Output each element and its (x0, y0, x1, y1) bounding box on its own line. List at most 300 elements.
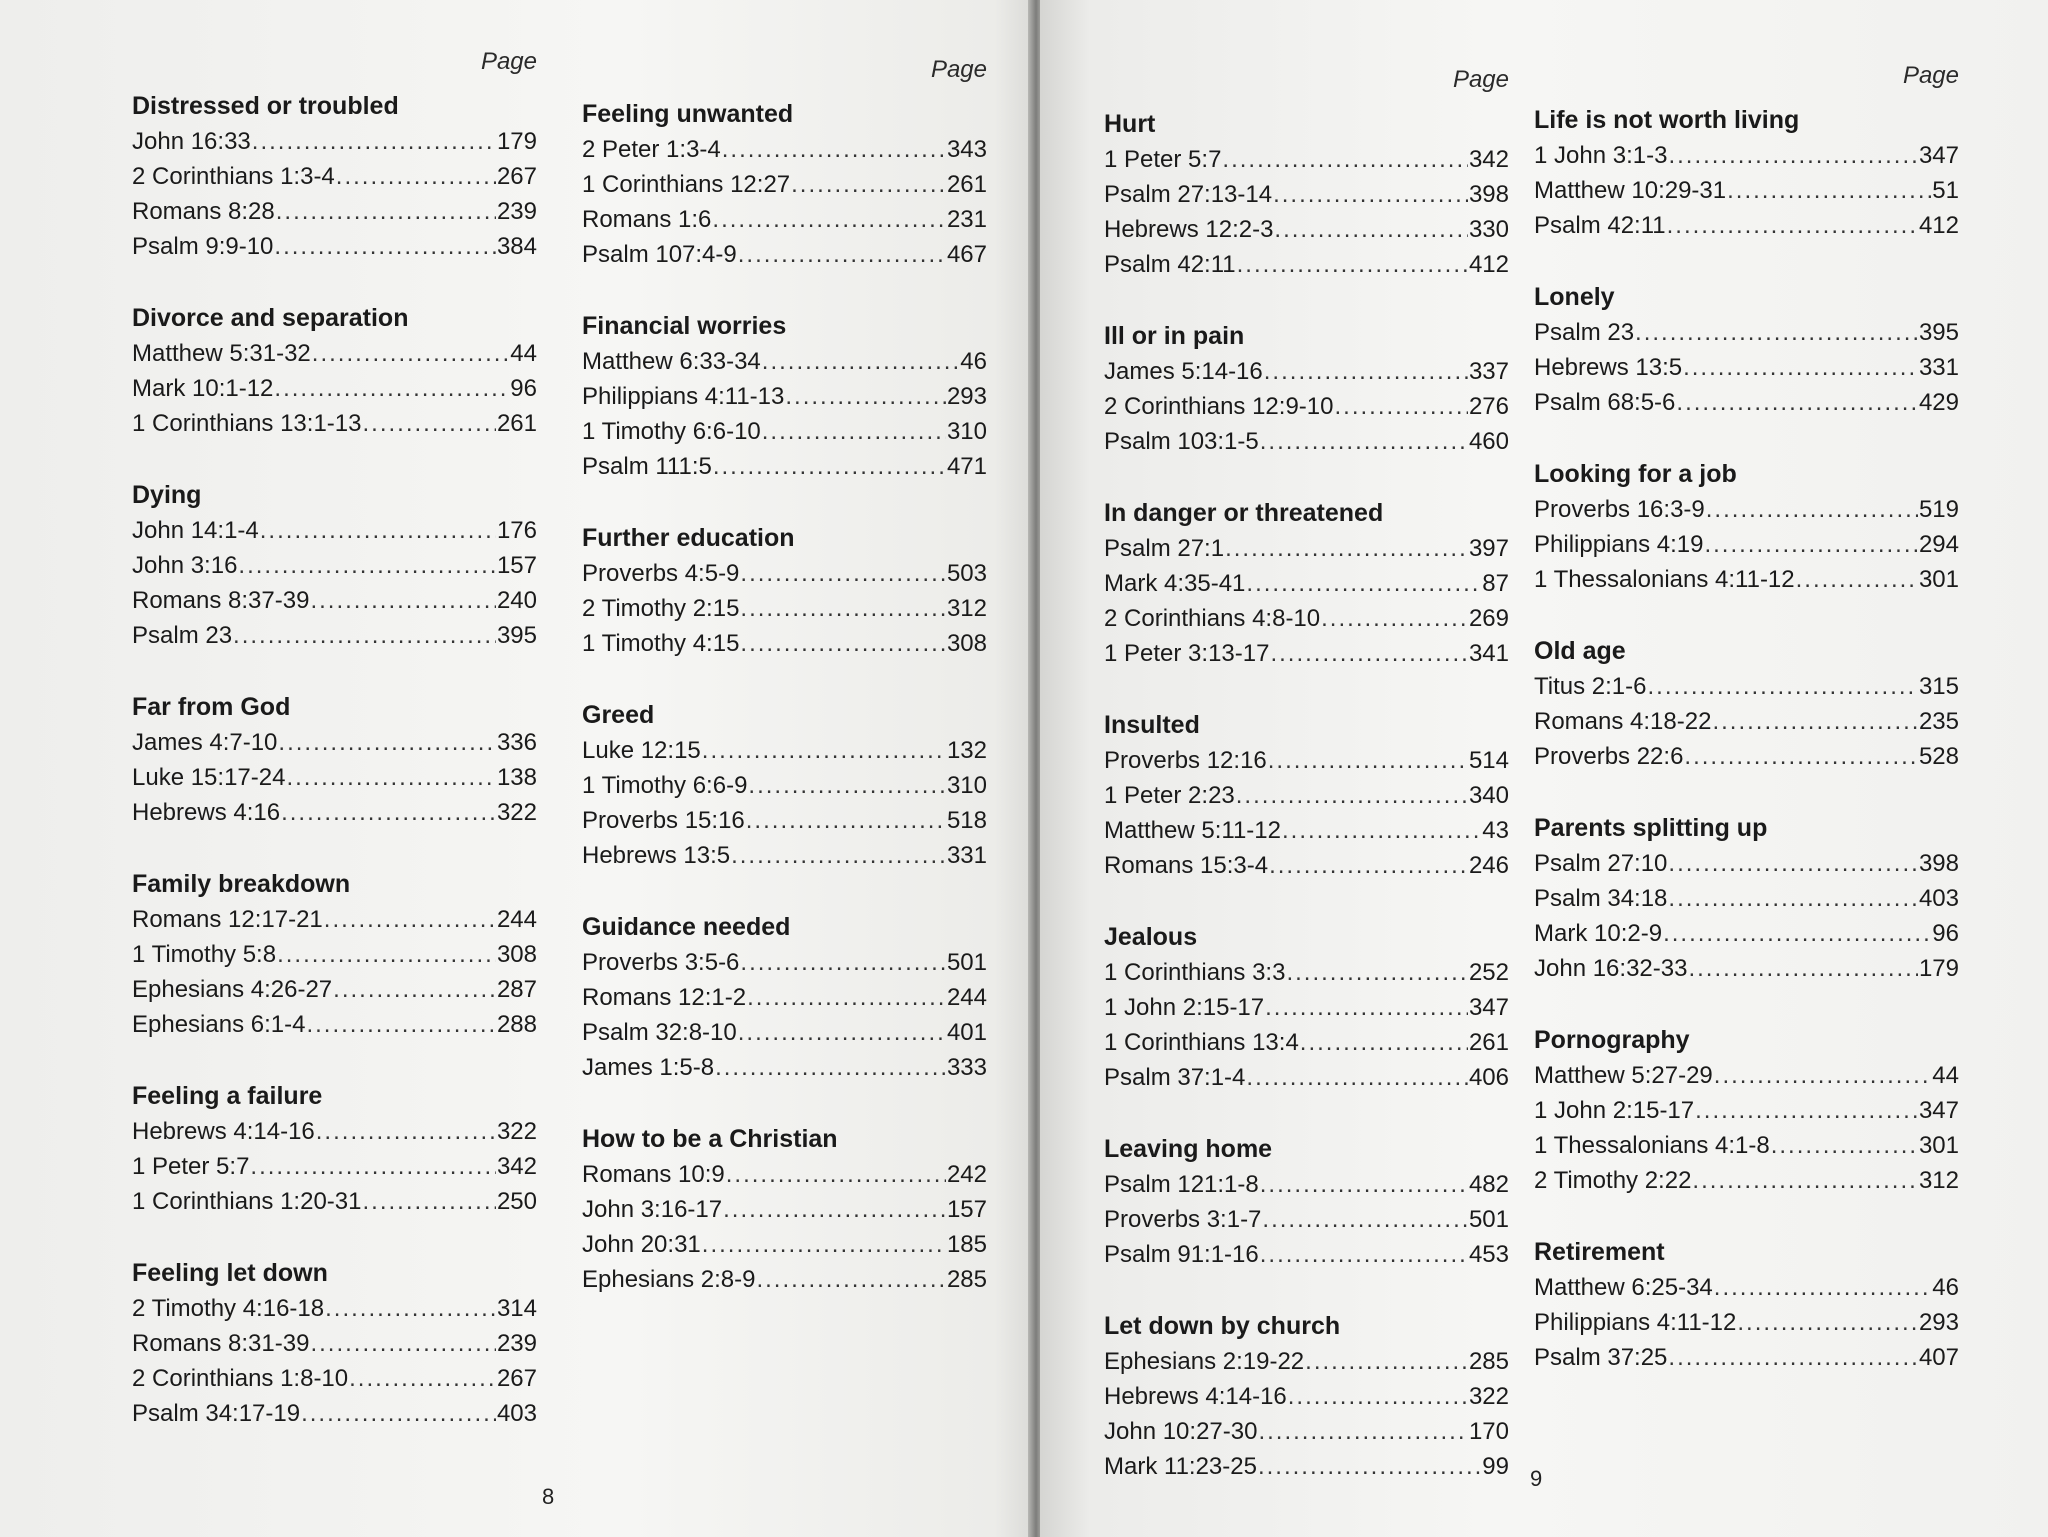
page-reference: 285 (946, 1266, 987, 1293)
scripture-entry (1534, 173, 1959, 208)
scripture-reference: Psalm 37:1-4 (1104, 1064, 1246, 1091)
scripture-reference: Luke 12:15 (582, 737, 701, 764)
topic-section (1534, 102, 1959, 243)
page-reference: 331 (1918, 354, 1959, 381)
topic-title: Old age (1534, 637, 1626, 665)
right-page-column-2 (1534, 62, 1959, 1411)
scripture-reference: Romans 8:28 (132, 198, 275, 225)
topic-section (1104, 1308, 1509, 1484)
page-reference: 157 (496, 552, 537, 579)
scripture-entry (582, 379, 987, 414)
topic-title: Jealous (1104, 923, 1198, 951)
dot-leader (1269, 848, 1468, 883)
dot-leader (747, 980, 946, 1015)
dot-leader (362, 1184, 495, 1219)
page-reference: 252 (1468, 959, 1509, 986)
scripture-entry (582, 132, 987, 167)
scripture-reference: 1 Peter 3:13-17 (1104, 640, 1270, 667)
scripture-entry (1104, 601, 1509, 636)
scripture-entry (132, 1396, 537, 1431)
scripture-entry (132, 513, 537, 548)
dot-leader (1282, 813, 1481, 848)
topic-section (132, 300, 537, 441)
topic-title: Lonely (1534, 283, 1615, 311)
scripture-entry (132, 795, 537, 830)
dot-leader (722, 132, 946, 167)
scripture-reference: 1 John 2:15-17 (1534, 1097, 1695, 1124)
topic-title: Ill or in pain (1104, 322, 1245, 350)
scripture-reference: Hebrews 4:14-16 (132, 1118, 315, 1145)
dot-leader (1684, 739, 1918, 774)
scripture-entry (582, 1227, 987, 1262)
topic-title: Greed (582, 701, 655, 729)
scripture-reference: Romans 4:18-22 (1534, 708, 1712, 735)
scripture-entry (582, 556, 987, 591)
scripture-reference: Psalm 103:1-5 (1104, 428, 1259, 455)
scripture-entry (1104, 813, 1509, 848)
scripture-entry (1534, 1270, 1959, 1305)
dot-leader (740, 556, 946, 591)
page-reference: 308 (496, 941, 537, 968)
dot-leader (1668, 881, 1918, 916)
page-reference: 341 (1468, 640, 1509, 667)
dot-leader (702, 1227, 946, 1262)
scripture-entry (132, 159, 537, 194)
page-reference: 514 (1468, 747, 1509, 774)
topic-section (1534, 810, 1959, 986)
dot-leader (702, 733, 946, 768)
column-header (582, 56, 987, 96)
scripture-entry (1534, 951, 1959, 986)
scripture-reference: 1 Timothy 6:6-9 (582, 772, 748, 799)
page-reference: 342 (1468, 146, 1509, 173)
scripture-entry (1534, 669, 1959, 704)
dot-leader (333, 972, 496, 1007)
left-page-column-2 (582, 56, 987, 1333)
dot-leader (1676, 385, 1918, 420)
scripture-reference: Romans 12:1-2 (582, 984, 747, 1011)
scripture-reference: Luke 15:17-24 (132, 764, 286, 791)
page-reference: 467 (946, 241, 987, 268)
page-reference: 44 (510, 340, 537, 367)
scripture-reference: Matthew 5:27-29 (1534, 1062, 1713, 1089)
dot-leader (1695, 1093, 1918, 1128)
page-reference: 322 (1468, 1383, 1509, 1410)
page-reference: 261 (1468, 1029, 1509, 1056)
dot-leader (1706, 492, 1918, 527)
page-reference: 261 (496, 410, 537, 437)
page-reference: 395 (496, 622, 537, 649)
topic-section (132, 689, 537, 830)
scripture-reference: John 14:1-4 (132, 517, 259, 544)
scripture-entry (1534, 739, 1959, 774)
page-reference: 185 (946, 1231, 987, 1258)
topic-section (1104, 318, 1509, 459)
dot-leader (1274, 212, 1468, 247)
scripture-reference: James 4:7-10 (132, 729, 278, 756)
scripture-reference: Psalm 68:5-6 (1534, 389, 1676, 416)
page-reference: 336 (496, 729, 537, 756)
dot-leader (1727, 173, 1931, 208)
page-reference: 406 (1468, 1064, 1509, 1091)
dot-leader (1268, 743, 1468, 778)
page-reference: 460 (1468, 428, 1509, 455)
scripture-reference: Proverbs 16:3-9 (1534, 496, 1705, 523)
dot-leader (1246, 566, 1481, 601)
page-reference: 87 (1482, 570, 1509, 597)
topic-title: Retirement (1534, 1238, 1665, 1266)
scripture-entry (1534, 350, 1959, 385)
scripture-entry (1104, 1202, 1509, 1237)
page-reference: 518 (946, 807, 987, 834)
topic-title: Further education (582, 524, 795, 552)
page-reference: 337 (1468, 358, 1509, 385)
dot-leader (306, 1007, 496, 1042)
scripture-entry (1104, 1060, 1509, 1095)
topic-title: Pornography (1534, 1026, 1690, 1054)
scripture-reference: Romans 10:9 (582, 1161, 725, 1188)
scripture-entry (1104, 778, 1509, 813)
scripture-reference: James 5:14-16 (1104, 358, 1263, 385)
scripture-reference: Proverbs 4:5-9 (582, 560, 740, 587)
topic-title: Distressed or troubled (132, 92, 399, 120)
topic-title: Parents splitting up (1534, 814, 1768, 842)
topic-section (1534, 456, 1959, 597)
scripture-reference: 1 Corinthians 13:1-13 (132, 410, 362, 437)
page-reference: 519 (1918, 496, 1959, 523)
page-reference: 301 (1918, 566, 1959, 593)
page-reference: 170 (1468, 1418, 1509, 1445)
page-reference: 340 (1468, 782, 1509, 809)
page-reference: 43 (1482, 817, 1509, 844)
scripture-reference: 1 John 2:15-17 (1104, 994, 1265, 1021)
dot-leader (1704, 527, 1918, 562)
dot-leader (1286, 955, 1468, 990)
scripture-entry (1534, 1340, 1959, 1375)
scripture-entry (1104, 531, 1509, 566)
scripture-reference: Proverbs 3:1-7 (1104, 1206, 1262, 1233)
page-reference: 412 (1468, 251, 1509, 278)
scripture-reference: 2 Timothy 4:16-18 (132, 1295, 325, 1322)
scripture-reference: Matthew 5:11-12 (1104, 817, 1281, 844)
page-column-label: Page (480, 48, 537, 75)
scripture-entry (582, 1192, 987, 1227)
page-reference: 267 (496, 1365, 537, 1392)
page-reference: 235 (1918, 708, 1959, 735)
page-reference: 285 (1468, 1348, 1509, 1375)
topic-section (1534, 1022, 1959, 1198)
scripture-entry (132, 548, 537, 583)
topic-section (1104, 1131, 1509, 1272)
scripture-entry (1104, 743, 1509, 778)
dot-leader (1305, 1344, 1468, 1379)
scripture-entry (132, 1361, 537, 1396)
scripture-entry (132, 583, 537, 618)
scripture-entry (1104, 848, 1509, 883)
scripture-reference: Hebrews 4:14-16 (1104, 1383, 1287, 1410)
scripture-entry (582, 202, 987, 237)
page-number-right: 9 (1530, 1466, 1543, 1491)
column-header (132, 48, 537, 88)
dot-leader (1334, 389, 1467, 424)
dot-leader (1692, 1163, 1918, 1198)
scripture-reference: John 20:31 (582, 1231, 701, 1258)
scripture-entry (582, 945, 987, 980)
dot-leader (252, 124, 496, 159)
page-reference: 138 (496, 764, 537, 791)
scripture-entry (1104, 990, 1509, 1025)
scripture-reference: Psalm 111:5 (582, 453, 712, 480)
scripture-entry (1104, 1344, 1509, 1379)
scripture-entry (1104, 1449, 1509, 1484)
scripture-entry (1104, 247, 1509, 282)
scripture-reference: Ephesians 2:19-22 (1104, 1348, 1305, 1375)
scripture-entry (582, 768, 987, 803)
page-reference: 310 (946, 418, 987, 445)
scripture-entry (1534, 1058, 1959, 1093)
scripture-reference: Philippians 4:11-13 (582, 383, 785, 410)
scripture-entry (1534, 1163, 1959, 1198)
page-reference: 287 (496, 976, 537, 1003)
dot-leader (1635, 315, 1918, 350)
scripture-reference: 1 Corinthians 12:27 (582, 171, 791, 198)
page-column-label: Page (1452, 66, 1509, 93)
scripture-entry (132, 618, 537, 653)
page-reference: 397 (1468, 535, 1509, 562)
scripture-reference: Psalm 27:13-14 (1104, 181, 1273, 208)
dot-leader (1683, 350, 1918, 385)
scripture-reference: Romans 15:3-4 (1104, 852, 1269, 879)
scripture-entry (132, 937, 537, 972)
column-header (1534, 62, 1959, 102)
page-reference: 342 (496, 1153, 537, 1180)
scripture-reference: 1 Thessalonians 4:11-12 (1534, 566, 1795, 593)
scripture-entry (1534, 527, 1959, 562)
page-reference: 331 (946, 842, 987, 869)
topic-title: Life is not worth living (1534, 106, 1800, 134)
page-reference: 429 (1918, 389, 1959, 416)
topic-title: Financial worries (582, 312, 787, 340)
page-reference: 96 (510, 375, 537, 402)
scripture-entry (1534, 1305, 1959, 1340)
page-reference: 322 (496, 1118, 537, 1145)
scripture-reference: Ephesians 6:1-4 (132, 1011, 306, 1038)
scripture-reference: 2 Corinthians 12:9-10 (1104, 393, 1334, 420)
topic-section (132, 88, 537, 264)
scripture-reference: 1 Peter 2:23 (1104, 782, 1235, 809)
topic-title: In danger or threatened (1104, 499, 1384, 527)
scripture-reference: Romans 1:6 (582, 206, 712, 233)
page-reference: 157 (946, 1196, 987, 1223)
scripture-reference: Hebrews 4:16 (132, 799, 281, 826)
scripture-reference: Psalm 27:10 (1534, 850, 1668, 877)
scripture-reference: 1 Timothy 6:6-10 (582, 418, 761, 445)
scripture-entry (1534, 881, 1959, 916)
scripture-reference: Romans 8:31-39 (132, 1330, 310, 1357)
dot-leader (1246, 1060, 1468, 1095)
dot-leader (1258, 1414, 1467, 1449)
scripture-reference: 2 Corinthians 1:8-10 (132, 1365, 349, 1392)
page-reference: 244 (496, 906, 537, 933)
page-reference: 403 (1918, 885, 1959, 912)
scripture-entry (1104, 177, 1509, 212)
scripture-entry (1534, 562, 1959, 597)
scripture-entry (132, 406, 537, 441)
topic-title: How to be a Christian (582, 1125, 838, 1153)
scripture-entry (582, 449, 987, 484)
dot-leader (274, 371, 509, 406)
scripture-reference: Romans 12:17-21 (132, 906, 323, 933)
dot-leader (1265, 990, 1468, 1025)
dot-leader (1300, 1025, 1468, 1060)
dot-leader (1258, 1449, 1481, 1484)
dot-leader (1264, 354, 1468, 389)
dot-leader (301, 1396, 496, 1431)
dot-leader (715, 1050, 946, 1085)
scripture-reference: Proverbs 15:16 (582, 807, 745, 834)
scripture-entry (132, 371, 537, 406)
scripture-reference: John 3:16 (132, 552, 238, 579)
topic-title: Looking for a job (1534, 460, 1737, 488)
topic-title: Insulted (1104, 711, 1200, 739)
scripture-entry (582, 1157, 987, 1192)
dot-leader (1288, 1379, 1468, 1414)
scripture-reference: Psalm 107:4-9 (582, 241, 737, 268)
dot-leader (713, 449, 946, 484)
scripture-entry (132, 1184, 537, 1219)
scripture-entry (582, 167, 987, 202)
topic-section (1104, 919, 1509, 1095)
dot-leader (731, 838, 946, 873)
page-reference: 343 (946, 136, 987, 163)
scripture-reference: Mark 11:23-25 (1104, 1453, 1257, 1480)
scripture-entry (1534, 1093, 1959, 1128)
page-reference: 44 (1932, 1062, 1959, 1089)
page-reference: 242 (946, 1161, 987, 1188)
page-number-left: 8 (542, 1484, 555, 1509)
page-column-label: Page (930, 56, 987, 83)
page-reference: 412 (1918, 212, 1959, 239)
topic-section (1104, 495, 1509, 671)
page-reference: 240 (496, 587, 537, 614)
dot-leader (1667, 208, 1918, 243)
dot-leader (1771, 1128, 1918, 1163)
dot-leader (1796, 562, 1918, 597)
topic-title: Dying (132, 481, 202, 509)
topic-section (1534, 279, 1959, 420)
scripture-entry (132, 1114, 537, 1149)
dot-leader (233, 618, 496, 653)
scripture-entry (1104, 566, 1509, 601)
dot-leader (740, 591, 946, 626)
page-reference: 347 (1918, 1097, 1959, 1124)
dot-leader (1668, 138, 1918, 173)
dot-leader (791, 167, 946, 202)
page-reference: 322 (496, 799, 537, 826)
page-reference: 330 (1468, 216, 1509, 243)
topic-section (582, 520, 987, 661)
dot-leader (1668, 1340, 1918, 1375)
page-reference: 315 (1918, 673, 1959, 700)
scripture-reference: 2 Corinthians 4:8-10 (1104, 605, 1321, 632)
page-reference: 276 (1468, 393, 1509, 420)
scripture-reference: James 1:5-8 (582, 1054, 715, 1081)
scripture-entry (132, 1326, 537, 1361)
scripture-reference: Psalm 32:8-10 (582, 1019, 737, 1046)
page-reference: 267 (496, 163, 537, 190)
scripture-reference: Matthew 6:33-34 (582, 348, 761, 375)
scripture-entry (1534, 138, 1959, 173)
scripture-entry (582, 1050, 987, 1085)
scripture-entry (1104, 212, 1509, 247)
page-reference: 482 (1468, 1171, 1509, 1198)
dot-leader (260, 513, 496, 548)
dot-leader (362, 406, 495, 441)
topic-section (1534, 1234, 1959, 1375)
scripture-entry (1104, 955, 1509, 990)
scripture-reference: Psalm 42:11 (1534, 212, 1666, 239)
topic-section (1534, 633, 1959, 774)
page-reference: 46 (1932, 1274, 1959, 1301)
scripture-reference: 2 Peter 1:3-4 (582, 136, 721, 163)
dot-leader (276, 194, 496, 229)
scripture-reference: 1 Timothy 4:15 (582, 630, 740, 657)
scripture-reference: Psalm 23 (1534, 319, 1635, 346)
scripture-reference: Ephesians 2:8-9 (582, 1266, 756, 1293)
scripture-entry (1534, 385, 1959, 420)
page-reference: 301 (1918, 1132, 1959, 1159)
scripture-reference: Romans 8:37-39 (132, 587, 310, 614)
dot-leader (1270, 636, 1468, 671)
dot-leader (286, 760, 495, 795)
scripture-reference: Proverbs 3:5-6 (582, 949, 740, 976)
page-reference: 314 (496, 1295, 537, 1322)
page-reference: 250 (496, 1188, 537, 1215)
scripture-entry (582, 237, 987, 272)
scripture-reference: 1 Peter 5:7 (1104, 146, 1222, 173)
topic-section (132, 477, 537, 653)
dot-leader (1714, 1058, 1932, 1093)
scripture-entry (132, 336, 537, 371)
scripture-reference: Psalm 37:25 (1534, 1344, 1668, 1371)
page-reference: 398 (1918, 850, 1959, 877)
page-reference: 246 (1468, 852, 1509, 879)
scripture-reference: Psalm 91:1-16 (1104, 1241, 1259, 1268)
page-reference: 312 (946, 595, 987, 622)
dot-leader (785, 379, 946, 414)
page-reference: 395 (1918, 319, 1959, 346)
page-reference: 179 (1918, 955, 1959, 982)
scripture-reference: Hebrews 12:2-3 (1104, 216, 1274, 243)
scripture-reference: Psalm 42:11 (1104, 251, 1236, 278)
dot-leader (738, 237, 946, 272)
dot-leader (1260, 424, 1468, 459)
page-reference: 176 (496, 517, 537, 544)
scripture-entry (582, 733, 987, 768)
page-reference: 261 (946, 171, 987, 198)
dot-leader (1688, 951, 1917, 986)
scripture-reference: 1 Corinthians 3:3 (1104, 959, 1286, 986)
topic-title: Feeling let down (132, 1259, 328, 1287)
dot-leader (1668, 846, 1918, 881)
scripture-entry (1104, 1025, 1509, 1060)
scripture-entry (1104, 1379, 1509, 1414)
page-reference: 453 (1468, 1241, 1509, 1268)
scripture-reference: Ephesians 4:26-27 (132, 976, 333, 1003)
scripture-entry (132, 725, 537, 760)
scripture-reference: 1 Corinthians 13:4 (1104, 1029, 1299, 1056)
page-reference: 293 (946, 383, 987, 410)
